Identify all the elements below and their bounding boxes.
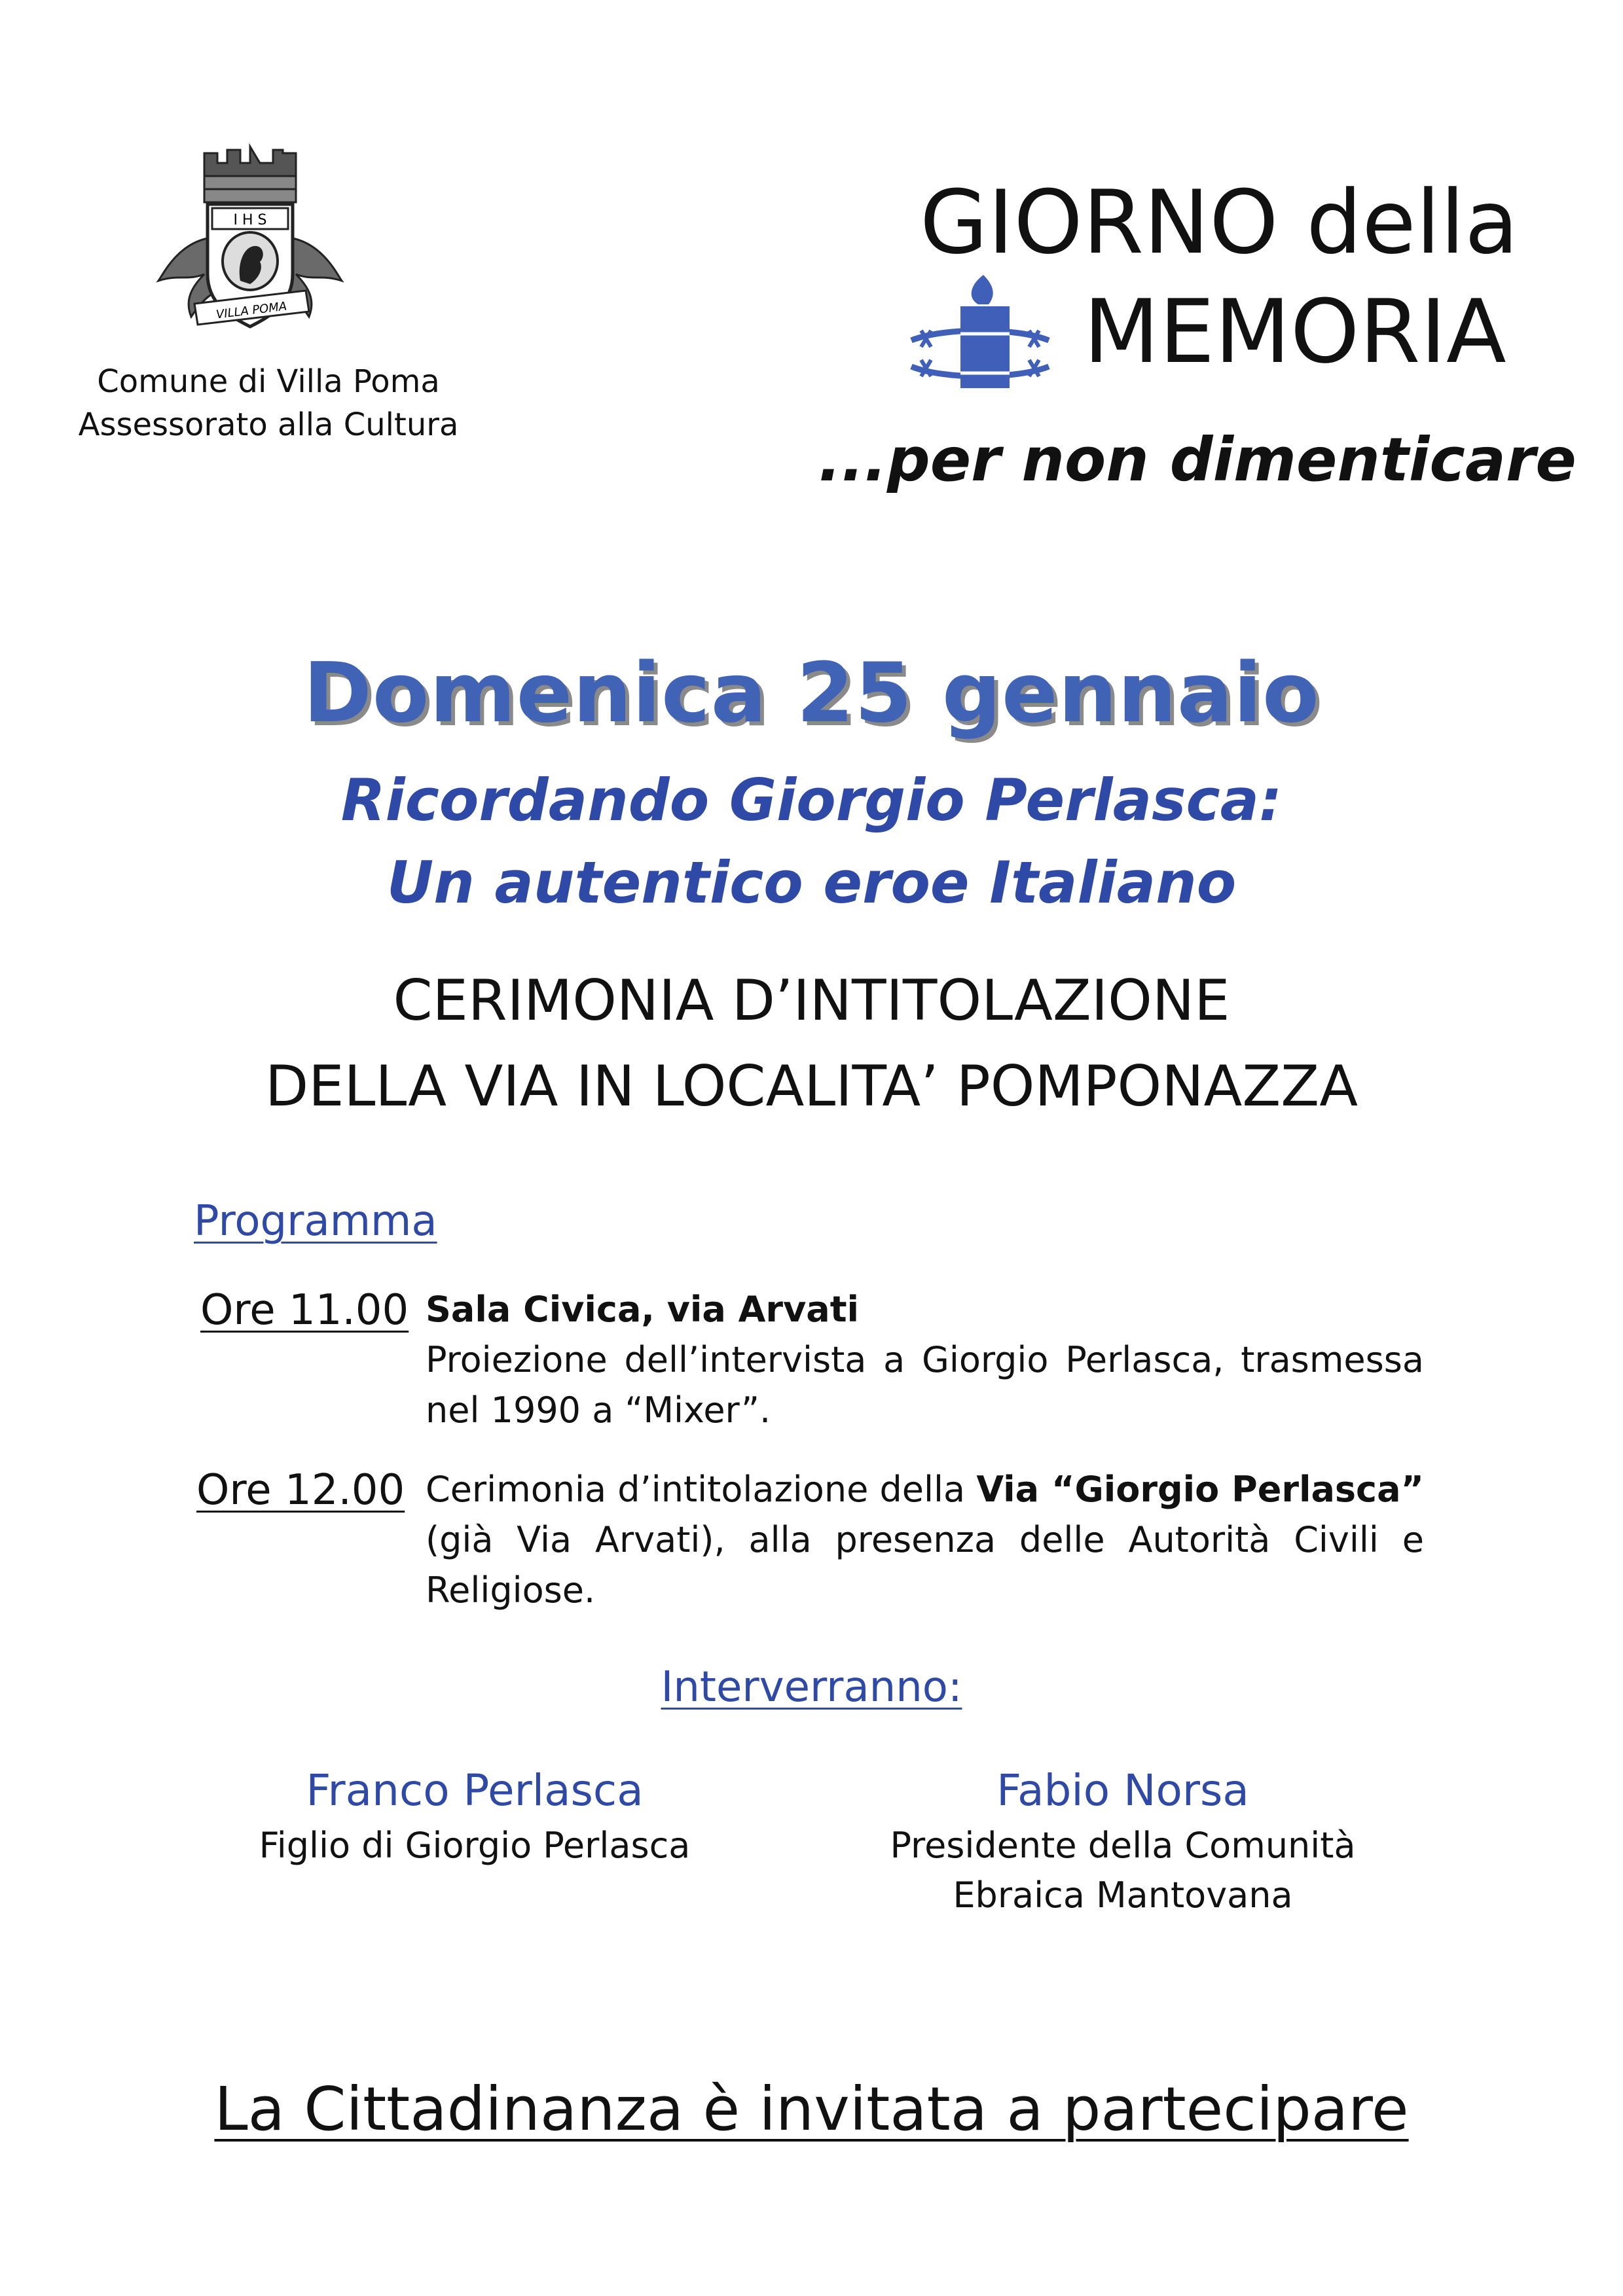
memorial-day-title-line1: GIORNO della [920, 171, 1519, 274]
ceremony-title-line2: DELLA VIA IN LOCALITA’ POMPONAZZA [264, 1054, 1359, 1119]
street-name: Via “Giorgio Perlasca” [976, 1469, 1424, 1510]
program-heading: Programma [194, 1197, 437, 1246]
coat-of-arms-icon [152, 140, 348, 340]
program-item-details [426, 1464, 1424, 1615]
program-place: Sala Civica, via Arvati [426, 1289, 860, 1330]
program-description: Proiezione dell’intervista a Giorgio Perlasca, trasmessa nel 1990 a “Mixer”. [426, 1339, 1424, 1431]
tagline: ...per non dimenticare [818, 425, 1577, 495]
program-description-start: Cerimonia d’intitolazione della [426, 1469, 977, 1510]
svg-text:I H S: I H S [233, 212, 267, 228]
speaker-role: Ebraica Mantovana [953, 1874, 1293, 1916]
speaker-role: Presidente della Comunità [890, 1825, 1356, 1866]
memorial-day-title-line2: MEMORIA [1084, 281, 1506, 383]
speaker-card [147, 1761, 802, 1871]
program-item-details [426, 1284, 1424, 1435]
subtitle-line1: Ricordando Giorgio Perlasca: [340, 766, 1283, 834]
event-date: Domenica 25 gennaio [303, 645, 1320, 741]
comune-department: Assessorato alla Cultura [78, 406, 459, 443]
speakers-heading: Interverranno: [661, 1663, 962, 1712]
program-time: Ore 12.00 [196, 1466, 405, 1515]
speaker-name: Fabio Norsa [996, 1765, 1249, 1816]
speaker-card [795, 1761, 1450, 1920]
comune-name: Comune di Villa Poma [97, 363, 440, 400]
speaker-role: Figlio di Giorgio Perlasca [259, 1825, 691, 1866]
invitation-line: La Cittadinanza è invitata a partecipare [214, 2074, 1409, 2144]
speaker-name: Franco Perlasca [306, 1765, 644, 1816]
program-time: Ore 11.00 [200, 1286, 409, 1335]
candle-barbed-wire-icon [905, 268, 1055, 393]
ceremony-title-line1: CERIMONIA D’INTITOLAZIONE [393, 968, 1230, 1033]
svg-text:VILLA POMA: VILLA POMA [215, 299, 288, 322]
program-description-end: (già Via Arvati), alla presenza delle Autorità Civili e Religiose. [426, 1519, 1424, 1611]
subtitle-line2: Un autentico eroe Italiano [386, 849, 1237, 916]
